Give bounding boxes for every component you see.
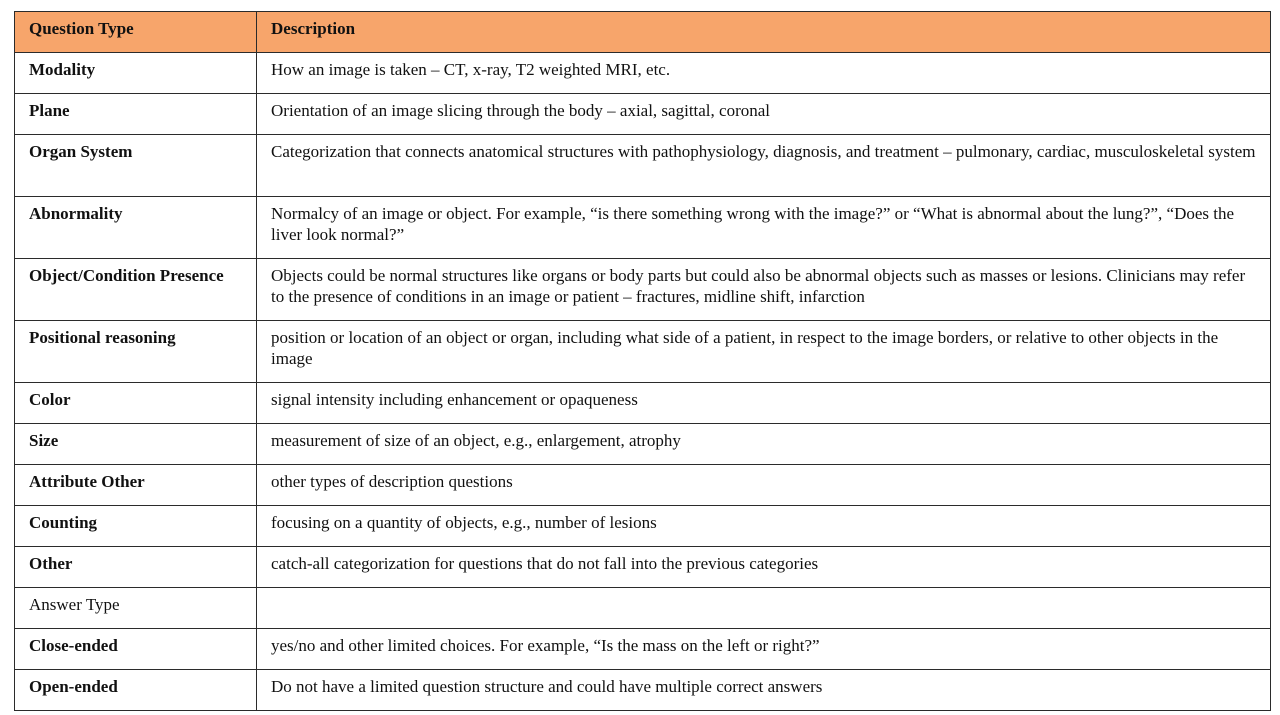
document-page xyxy=(14,11,1270,711)
row-description xyxy=(257,588,1271,629)
row-description: other types of description questions xyxy=(257,465,1271,506)
row-question-type: Counting xyxy=(15,506,257,547)
table-row xyxy=(15,670,1271,711)
table-row xyxy=(15,94,1271,135)
row-description: Do not have a limited question structure and could have multiple correct answers xyxy=(257,670,1271,711)
table-row xyxy=(15,506,1271,547)
table-row xyxy=(15,383,1271,424)
table-row xyxy=(15,424,1271,465)
row-description: How an image is taken – CT, x-ray, T2 weighted MRI, etc. xyxy=(257,53,1271,94)
row-question-type: Organ System xyxy=(15,135,257,197)
row-description: measurement of size of an object, e.g., enlargement, atrophy xyxy=(257,424,1271,465)
table-row xyxy=(15,259,1271,321)
row-question-type: Attribute Other xyxy=(15,465,257,506)
row-question-type: Modality xyxy=(15,53,257,94)
row-question-type: Close-ended xyxy=(15,629,257,670)
row-question-type: Open-ended xyxy=(15,670,257,711)
table-row xyxy=(15,197,1271,259)
row-question-type: Abnormality xyxy=(15,197,257,259)
row-description: Orientation of an image slicing through the body – axial, sagittal, coronal xyxy=(257,94,1271,135)
table-row xyxy=(15,588,1271,629)
row-question-type: Other xyxy=(15,547,257,588)
row-description: Objects could be normal structures like organs or body parts but could also be abnormal objects such as masses or lesions. Clinicians may refer to the presence of conditions in an image or patient – fractures, midline shift, infarction xyxy=(257,259,1271,321)
row-description: focusing on a quantity of objects, e.g., number of lesions xyxy=(257,506,1271,547)
row-description: signal intensity including enhancement or opaqueness xyxy=(257,383,1271,424)
row-question-type: Plane xyxy=(15,94,257,135)
row-description: Normalcy of an image or object. For example, “is there something wrong with the image?” or “What is abnormal about the lung?”, “Does the liver look normal?” xyxy=(257,197,1271,259)
row-question-type: Color xyxy=(15,383,257,424)
row-question-type: Size xyxy=(15,424,257,465)
answer-type-label: Answer Type xyxy=(15,588,257,629)
table-row xyxy=(15,321,1271,383)
table-row xyxy=(15,135,1271,197)
row-description: Categorization that connects anatomical structures with pathophysiology, diagnosis, and treatment – pulmonary, cardiac, musculoskeletal system xyxy=(257,135,1271,197)
row-description: position or location of an object or organ, including what side of a patient, in respect to the image borders, or relative to other objects in the image xyxy=(257,321,1271,383)
header-question-type: Question Type xyxy=(15,12,257,53)
table-row xyxy=(15,465,1271,506)
row-question-type: Object/Condition Presence xyxy=(15,259,257,321)
header-description: Description xyxy=(257,12,1271,53)
row-description: yes/no and other limited choices. For example, “Is the mass on the left or right?” xyxy=(257,629,1271,670)
table-body xyxy=(15,53,1271,711)
table-row xyxy=(15,629,1271,670)
table-row xyxy=(15,53,1271,94)
table-row xyxy=(15,547,1271,588)
question-type-table xyxy=(14,11,1271,711)
header-row xyxy=(15,12,1271,53)
row-question-type: Positional reasoning xyxy=(15,321,257,383)
table-header xyxy=(15,12,1271,53)
row-description: catch-all categorization for questions that do not fall into the previous categories xyxy=(257,547,1271,588)
